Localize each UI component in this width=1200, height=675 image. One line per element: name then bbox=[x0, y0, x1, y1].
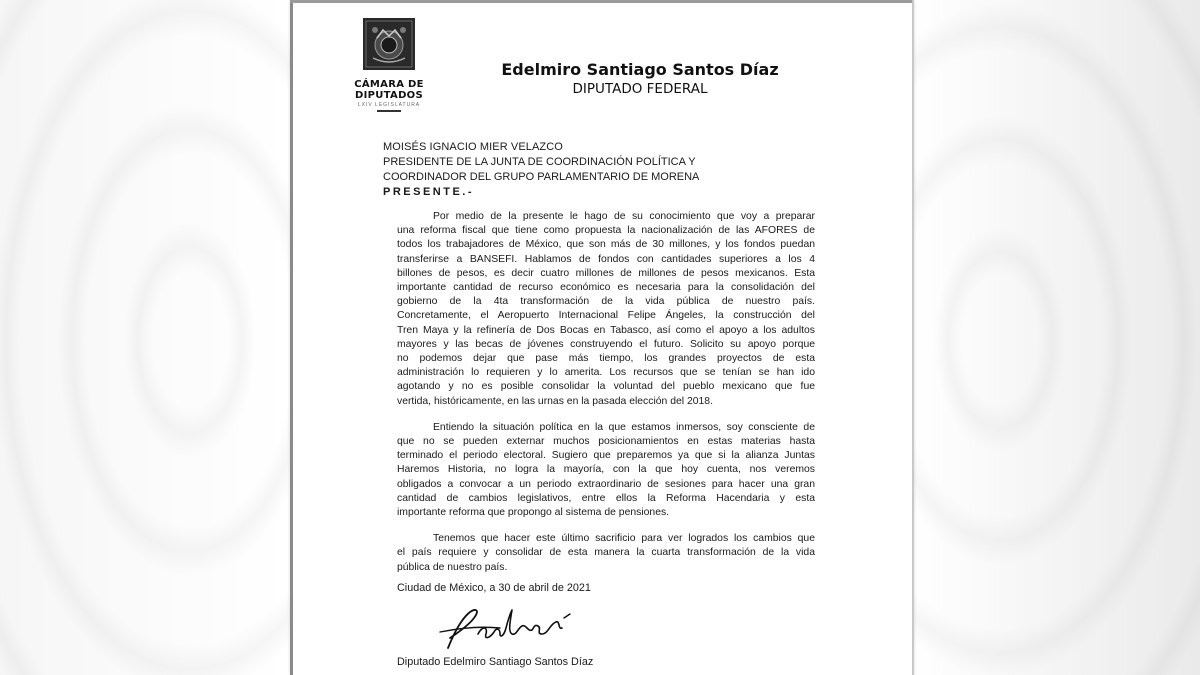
page-edge-top bbox=[290, 0, 914, 3]
page-edge-left bbox=[290, 0, 293, 675]
logo-subtext: LXIV LEGISLATURA bbox=[357, 102, 421, 108]
paragraph-line: una reforma fiscal que tiene como propuesta la nacionalización de las AFORES de bbox=[397, 225, 815, 237]
paragraph-line: agotando y no es posible consolidar la voluntad del pueblo mexicano que fue bbox=[397, 381, 815, 393]
recipient-position-line-2: COORDINADOR DEL GRUPO PARLAMENTARIO DE MORENA bbox=[383, 171, 700, 183]
handwritten-signature bbox=[430, 598, 590, 654]
paragraph-line: Tenemos que hacer este último sacrificio para ver logrados los cambios que bbox=[433, 533, 815, 545]
paragraph-line: importante reforma que propongo al sistema de pensiones. bbox=[397, 507, 670, 519]
page-edge-right bbox=[912, 0, 914, 675]
paragraph-line: Tren Maya y la refinería de Dos Bocas en Tabasco, así como el apoyo a los adultos bbox=[397, 324, 815, 336]
logo-text-camara: CÁMARA DE bbox=[354, 79, 424, 90]
letter-date: Ciudad de México, a 30 de abril de 2021 bbox=[397, 582, 591, 594]
paragraph-line: Por medio de la presente le hago de su conocimiento que voy a preparar bbox=[433, 211, 815, 222]
paragraph-line: gobierno de la 4ta transformación de la vida pública de nuestro país. bbox=[397, 296, 815, 308]
paragraph-3 bbox=[397, 532, 815, 575]
paragraph-2 bbox=[397, 421, 815, 520]
paragraph-line: todos los trabajadores de México, que son más de 30 millones, y los fondos puedan bbox=[397, 239, 815, 251]
paragraph-line: mayores y las becas de jóvenes construyendo el futuro. Solicito su apoyo porque bbox=[397, 338, 815, 350]
paragraph-line: vertida, históricamente, en las urnas en la pasada elección del 2018. bbox=[397, 395, 713, 407]
sender-name: Edelmiro Santiago Santos Díaz bbox=[501, 60, 779, 79]
sender-title: DIPUTADO FEDERAL bbox=[572, 81, 708, 97]
logo-text-diputados: DIPUTADOS bbox=[355, 90, 423, 101]
paragraph-line: transferirse a BANSEFI. Hablamos de fondos con cantidades superiores a los 4 bbox=[397, 253, 815, 265]
paragraph-line: administración lo requieren y lo amerita. Los recursos que se tenían se han ido bbox=[397, 367, 815, 379]
paragraph-line: el país requiere y consolidar de esta manera la cuarta transformación de la vida bbox=[397, 547, 815, 559]
paragraph-line: importante cantidad de recurso económico es necesaria para la consolidación del bbox=[397, 282, 815, 294]
paragraph-line: terminado el periodo electoral. Sugiero que preparemos ya que si la alianza Juntas bbox=[397, 450, 815, 462]
recipient-position-line-1: PRESIDENTE DE LA JUNTA DE COORDINACIÓN POLÍTICA Y bbox=[383, 156, 696, 168]
paragraph-1 bbox=[397, 210, 815, 409]
paragraph-line: cantidad de cambios legislativos, entre ellos la Reforma Hacendaria y esta bbox=[397, 492, 815, 504]
logo-underline bbox=[377, 110, 401, 112]
paragraph-line: Concretamente, el Aeropuerto Internacional Felipe Ángeles, la construcción del bbox=[397, 310, 815, 322]
emblem-icon bbox=[363, 18, 415, 70]
paragraph-line: Haremos Historia, no logra la mayoría, con la que hoy cuenta, nos veremos bbox=[397, 464, 815, 476]
recipient-name: MOISÉS IGNACIO MIER VELAZCO bbox=[383, 141, 563, 153]
paragraph-line: billones de pesos, es decir cuatro millones de millones de pesos mexicanos. Esta bbox=[397, 267, 815, 279]
paragraph-line: que no se pueden externar muchos posicionamientos en estas materias hasta bbox=[397, 436, 815, 448]
paragraph-line: Entiendo la situación política en la que estamos inmersos, soy consciente de bbox=[433, 421, 815, 433]
letter-page bbox=[290, 0, 914, 675]
paragraph-line: obligados a convocar a un periodo extraordinario de sesiones para hacer una gran bbox=[397, 478, 815, 490]
background-left bbox=[0, 0, 290, 675]
paragraph-line: pública de nuestro país. bbox=[397, 561, 508, 573]
letter-body bbox=[397, 210, 815, 575]
camara-de-diputados-logo bbox=[352, 18, 426, 112]
recipient-block bbox=[383, 140, 803, 200]
background-right bbox=[910, 0, 1200, 675]
signer-name: Diputado Edelmiro Santiago Santos Díaz bbox=[397, 656, 594, 668]
recipient-presente: PRESENTE.- bbox=[383, 186, 475, 198]
paragraph-line: no podemos dejar que pase más tiempo, los grandes proyectos de esta bbox=[397, 353, 815, 365]
